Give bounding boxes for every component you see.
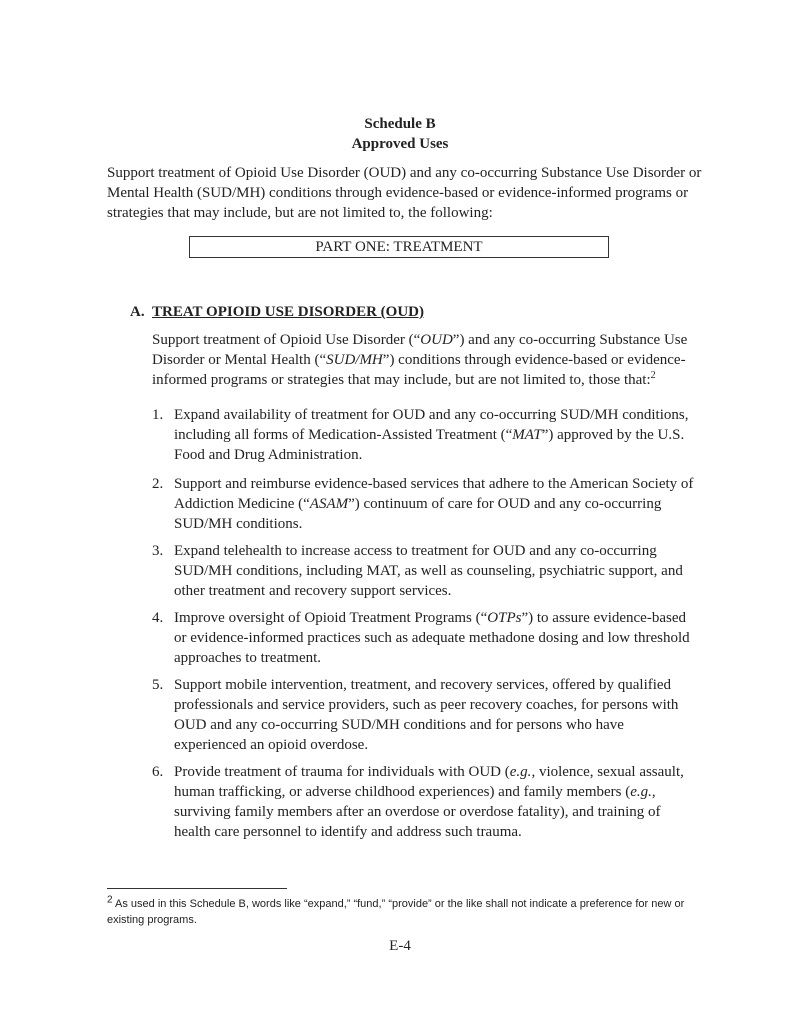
part-heading-box bbox=[189, 236, 609, 258]
list-item bbox=[152, 405, 697, 465]
term-mat: MAT bbox=[512, 427, 542, 443]
intro-paragraph: Support treatment of Opioid Use Disorder (OUD) and any co-occurring Substance Use Disorder or Mental Health (SUD/MH) conditions through evidence-based or evidence-informed programs or strategies that may include, but are not limited to, the following: bbox=[107, 165, 702, 221]
item-text-part: , surviving family members after an overdose or overdose fatality), and training of health care personnel to identify and address such trauma. bbox=[174, 784, 661, 840]
item-number: 4. bbox=[152, 610, 164, 626]
eg-abbrev: e.g. bbox=[630, 784, 652, 800]
item-number: 5. bbox=[152, 677, 164, 693]
list-item bbox=[152, 675, 697, 755]
term-otps: OTPs bbox=[487, 610, 522, 626]
item-number: 2. bbox=[152, 476, 164, 492]
item-text: Expand telehealth to increase access to treatment for OUD and any co-occurring SUD/MH conditions, including MAT, as well as counseling, psychiatric support, and other treatment and recovery support services. bbox=[174, 543, 683, 599]
item-number: 1. bbox=[152, 407, 164, 423]
footnote-separator bbox=[107, 888, 287, 889]
item-text-part: Improve oversight of Opioid Treatment Programs (“ bbox=[174, 610, 488, 626]
item-text: Support mobile intervention, treatment, and recovery services, offered by qualified professionals and service providers, such as peer recovery coaches, for persons with OUD and any co-occurring SUD/MH conditions and for persons who have experienced an opioid overdose. bbox=[174, 677, 679, 753]
section-letter: A. bbox=[130, 304, 145, 320]
part-heading: PART ONE: TREATMENT bbox=[315, 239, 483, 255]
section-intro-text: Support treatment of Opioid Use Disorder (“ bbox=[152, 332, 421, 348]
item-text-part: Provide treatment of trauma for individuals with OUD ( bbox=[174, 764, 510, 780]
page-number: E-4 bbox=[389, 938, 411, 954]
item-text-part: , violence, sexual assault, human trafficking, or adverse childhood experiences) and family members ( bbox=[174, 764, 684, 800]
schedule-title: Schedule B bbox=[364, 116, 436, 132]
term-oud: OUD bbox=[420, 332, 453, 348]
item-text-part: ”) approved by the U.S. Food and Drug Administration. bbox=[174, 427, 685, 463]
item-text bbox=[174, 474, 697, 534]
item-text bbox=[174, 608, 697, 668]
footnote bbox=[107, 896, 707, 928]
item-text bbox=[174, 762, 697, 842]
section-heading bbox=[130, 302, 424, 322]
item-text-part: Expand availability of treatment for OUD and any co-occurring SUD/MH conditions, including all forms of Medication-Assisted Treatment (“ bbox=[174, 407, 689, 443]
item-text-part: Support and reimburse evidence-based services that adhere to the American Society of Addiction Medicine (“ bbox=[174, 476, 694, 512]
footnote-marker: 2 bbox=[107, 894, 113, 906]
section-intro-text: ”) and any co-occurring Substance Use Disorder or Mental Health (“ bbox=[152, 332, 688, 368]
term-asam: ASAM bbox=[309, 496, 349, 512]
item-text-part: ”) continuum of care for OUD and any co-occurring SUD/MH conditions. bbox=[174, 496, 662, 532]
term-sudmh: SUD/MH bbox=[326, 352, 383, 368]
item-text-part: ”) to assure evidence-based or evidence-informed practices such as adequate methadone dosing and low threshold approaches to treatment. bbox=[174, 610, 690, 666]
section-title: TREAT OPIOID USE DISORDER (OUD) bbox=[152, 304, 424, 320]
section-intro-text: ”) conditions through evidence-based or evidence-informed programs or strategies that may include, but are not limited to, those that: bbox=[152, 352, 686, 388]
footnote-ref: 2 bbox=[650, 370, 656, 381]
section-intro bbox=[152, 330, 697, 390]
footnote-text: As used in this Schedule B, words like “expand,” “fund,” “provide” or the like shall not indicate a preference for new or existing programs. bbox=[107, 898, 685, 926]
item-number: 3. bbox=[152, 543, 164, 559]
item-text bbox=[174, 405, 697, 465]
item-number: 6. bbox=[152, 764, 164, 780]
list-item bbox=[152, 541, 697, 601]
list-item bbox=[152, 608, 697, 668]
list-item bbox=[152, 474, 697, 534]
schedule-subtitle: Approved Uses bbox=[351, 136, 449, 152]
list-item bbox=[152, 762, 697, 842]
eg-abbrev: e.g. bbox=[509, 764, 532, 780]
